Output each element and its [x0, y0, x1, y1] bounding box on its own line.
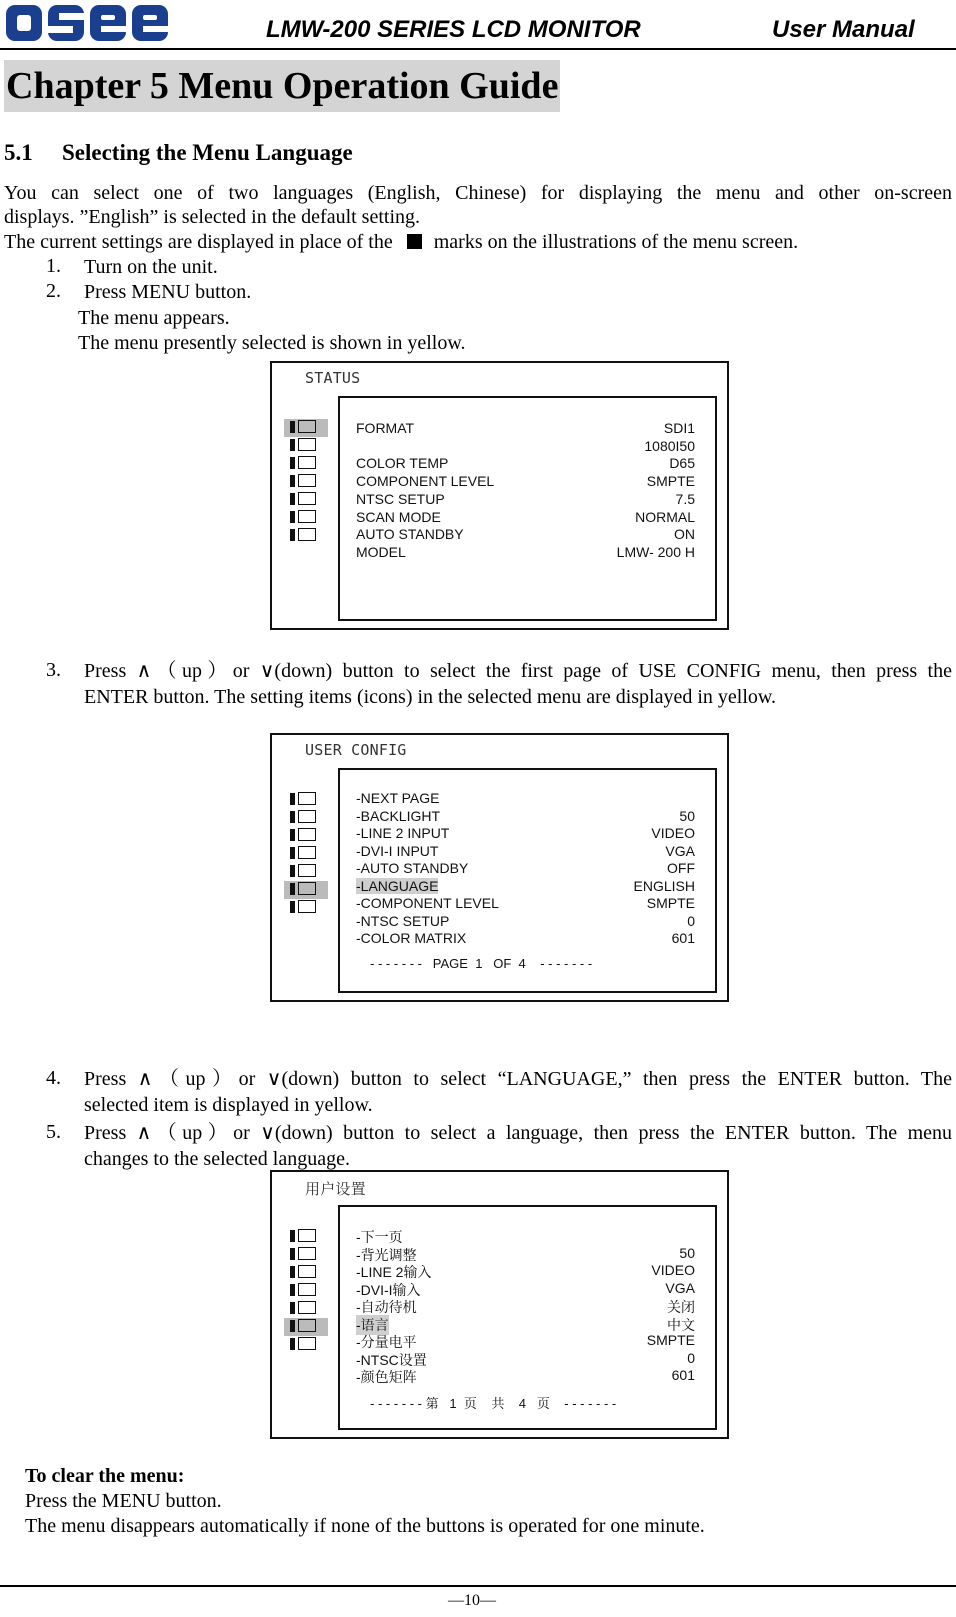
menu-icon-column [284, 419, 328, 545]
image-icon [284, 437, 328, 455]
minus-box-icon [284, 527, 328, 545]
menu-item-value: VIDEO [651, 1262, 695, 1278]
status-icon [284, 419, 328, 437]
intro-line-3a: The current settings are displayed in place of the [4, 231, 393, 253]
menu-item-label: -BACKLIGHT [356, 807, 441, 824]
menu-icon-column [284, 1228, 328, 1354]
footer-rule [0, 1585, 956, 1587]
step-text: Press ∧（up）or ∨(down) button to select a language, then press the ENTER button. The menu [84, 1122, 952, 1144]
menu-item-value: VGA [665, 1279, 695, 1296]
menu-item-value: 50 [679, 807, 695, 824]
menu-item-label: SCAN MODE [356, 508, 441, 525]
menu-item-label: -AUTO STANDBY [356, 860, 469, 876]
menu-item-label: -COLOR MATRIX [356, 930, 467, 946]
step-text: Press ∧（up）or ∨(down) button to select the first page of USE CONFIG menu, then press the [84, 660, 952, 682]
menu-item-label: MODEL [356, 543, 406, 560]
status-icon [284, 1228, 328, 1246]
step-text: Press MENU button. [84, 281, 252, 303]
status-icon [284, 791, 328, 809]
minus-box-icon [284, 1336, 328, 1354]
menu-item-value: SMPTE [646, 895, 695, 911]
audio-icon [284, 491, 328, 509]
menu-item-label: -LINE 2输入 [356, 1264, 432, 1280]
menu-item-value: VIDEO [651, 825, 695, 841]
menu-item-value: 0 [687, 912, 695, 929]
menu-item-value: VGA [665, 842, 695, 859]
menu-item-label: -分量电平 [356, 1334, 417, 1350]
menu-item-label: COMPONENT LEVEL [356, 473, 495, 490]
page-number: —10— [448, 1592, 496, 1609]
menu-item-value: 601 [671, 930, 695, 946]
step-note: The menu presently selected is shown in yellow. [78, 332, 466, 354]
step-text: Press ∧（up）or ∨(down) button to select “LANGUAGE,” then press the ENTER button. The [84, 1068, 952, 1090]
page-indicator: - - - - - - - PAGE 1 OF 4 - - - - - - - [370, 956, 593, 971]
menu-item-value: ON [674, 526, 695, 543]
menu-item-value: OFF [667, 860, 695, 876]
menu-item-label: -COMPONENT LEVEL [356, 895, 499, 911]
menu-item-value: ENGLISH [633, 877, 695, 894]
menu-icon-column [284, 791, 328, 917]
header-rule [0, 48, 956, 50]
step-number: 4. [46, 1067, 61, 1089]
menu-item-value: 0 [687, 1349, 695, 1366]
menu-item-value: D65 [669, 455, 695, 472]
menu-item-value: 关闭 [667, 1299, 695, 1315]
osee-logo [4, 2, 174, 44]
clear-menu-line: The menu disappears automatically if none of the buttons is operated for one minute. [25, 1515, 705, 1537]
menu-item-label: -下一页 [356, 1229, 403, 1245]
step-text: ENTER button. The setting items (icons) in the selected menu are displayed in yellow. [84, 686, 777, 708]
menu-item-label: NTSC SETUP [356, 490, 445, 507]
step-number: 5. [46, 1121, 61, 1143]
toolbox-icon [284, 1318, 328, 1336]
menu-panel [338, 396, 717, 621]
step-text: selected item is displayed in yellow. [84, 1094, 373, 1116]
menu-item-label: COLOR TEMP [356, 455, 449, 472]
person-icon [284, 845, 328, 863]
clear-menu-line: Press the MENU button. [25, 1490, 222, 1512]
menu-item-label: -DVI-I输入 [356, 1281, 421, 1298]
page-indicator: - - - - - - - 第 1 页 共 4 页 - - - - - - - [370, 1396, 617, 1411]
menu-item-label: -NEXT PAGE [356, 790, 440, 806]
menu-item-value: LMW- 200 H [616, 543, 695, 560]
menu-item-value: 1080I50 [644, 437, 695, 454]
person-icon [284, 473, 328, 491]
menu-item-label: AUTO STANDBY [356, 526, 464, 543]
input-icon [284, 1264, 328, 1282]
menu-item-value: 50 [679, 1244, 695, 1261]
menu-item-label: -背光调整 [356, 1246, 417, 1263]
input-icon [284, 455, 328, 473]
intro-line-3b: marks on the illustrations of the menu screen. [433, 231, 799, 253]
step-number: 2. [46, 280, 61, 302]
toolbox-icon [284, 881, 328, 899]
clear-menu-heading: To clear the menu: [25, 1465, 185, 1487]
menu-item-label: FORMAT [356, 420, 415, 436]
intro-line-2: displays. ”English” is selected in the default setting. [4, 206, 421, 228]
screen-title: 用户设置 [305, 1180, 366, 1198]
intro-line-3 [4, 230, 798, 255]
image-icon [284, 809, 328, 827]
step-number: 3. [46, 659, 61, 681]
document-header-title: LMW-200 SERIES LCD MONITOR [266, 16, 641, 43]
menu-item-value: 601 [671, 1367, 695, 1383]
menu-item-label: -DVI-I INPUT [356, 842, 439, 859]
menu-panel [338, 1205, 717, 1430]
audio-icon [284, 863, 328, 881]
toolbox-icon [284, 509, 328, 527]
menu-item-value: SMPTE [646, 1332, 695, 1348]
audio-icon [284, 1300, 328, 1318]
menu-panel [338, 768, 717, 993]
step-text: Turn on the unit. [84, 256, 218, 278]
section-heading [4, 140, 353, 166]
menu-item-label: -NTSC SETUP [356, 912, 450, 929]
section-title: Selecting the Menu Language [62, 140, 353, 165]
menu-item-label: -颜色矩阵 [356, 1369, 417, 1385]
document-header-manual: User Manual [772, 16, 915, 43]
intro-line-1: You can select one of two languages (English, Chinese) for displaying the menu and other on-screen [4, 182, 952, 204]
menu-item-value: 7.5 [675, 490, 695, 507]
step-number: 1. [46, 255, 61, 277]
section-number: 5.1 [4, 140, 33, 165]
user-config-chinese-menu-screen [270, 1170, 729, 1439]
step-text: changes to the selected language. [84, 1148, 350, 1170]
person-icon [284, 1282, 328, 1300]
input-icon [284, 827, 328, 845]
user-config-menu-screen [270, 733, 729, 1002]
black-square-mark-icon [407, 234, 422, 249]
minus-box-icon [284, 899, 328, 917]
status-menu-screen [270, 361, 729, 630]
chapter-title: Chapter 5 Menu Operation Guide [4, 60, 560, 112]
menu-item-value: NORMAL [635, 508, 695, 525]
menu-item-label: -NTSC设置 [356, 1351, 427, 1368]
menu-item-label: -LINE 2 INPUT [356, 825, 450, 841]
menu-item-label: -语言 [356, 1316, 389, 1333]
menu-item-value: 中文 [667, 1316, 695, 1333]
menu-item-label: -自动待机 [356, 1299, 417, 1315]
menu-item-value: SMPTE [646, 473, 695, 490]
step-note: The menu appears. [78, 307, 230, 329]
screen-title: STATUS [305, 369, 361, 387]
image-icon [284, 1246, 328, 1264]
menu-item-label: -LANGUAGE [356, 877, 439, 894]
screen-title: USER CONFIG [305, 741, 407, 759]
menu-item-value: SDI1 [663, 420, 695, 436]
